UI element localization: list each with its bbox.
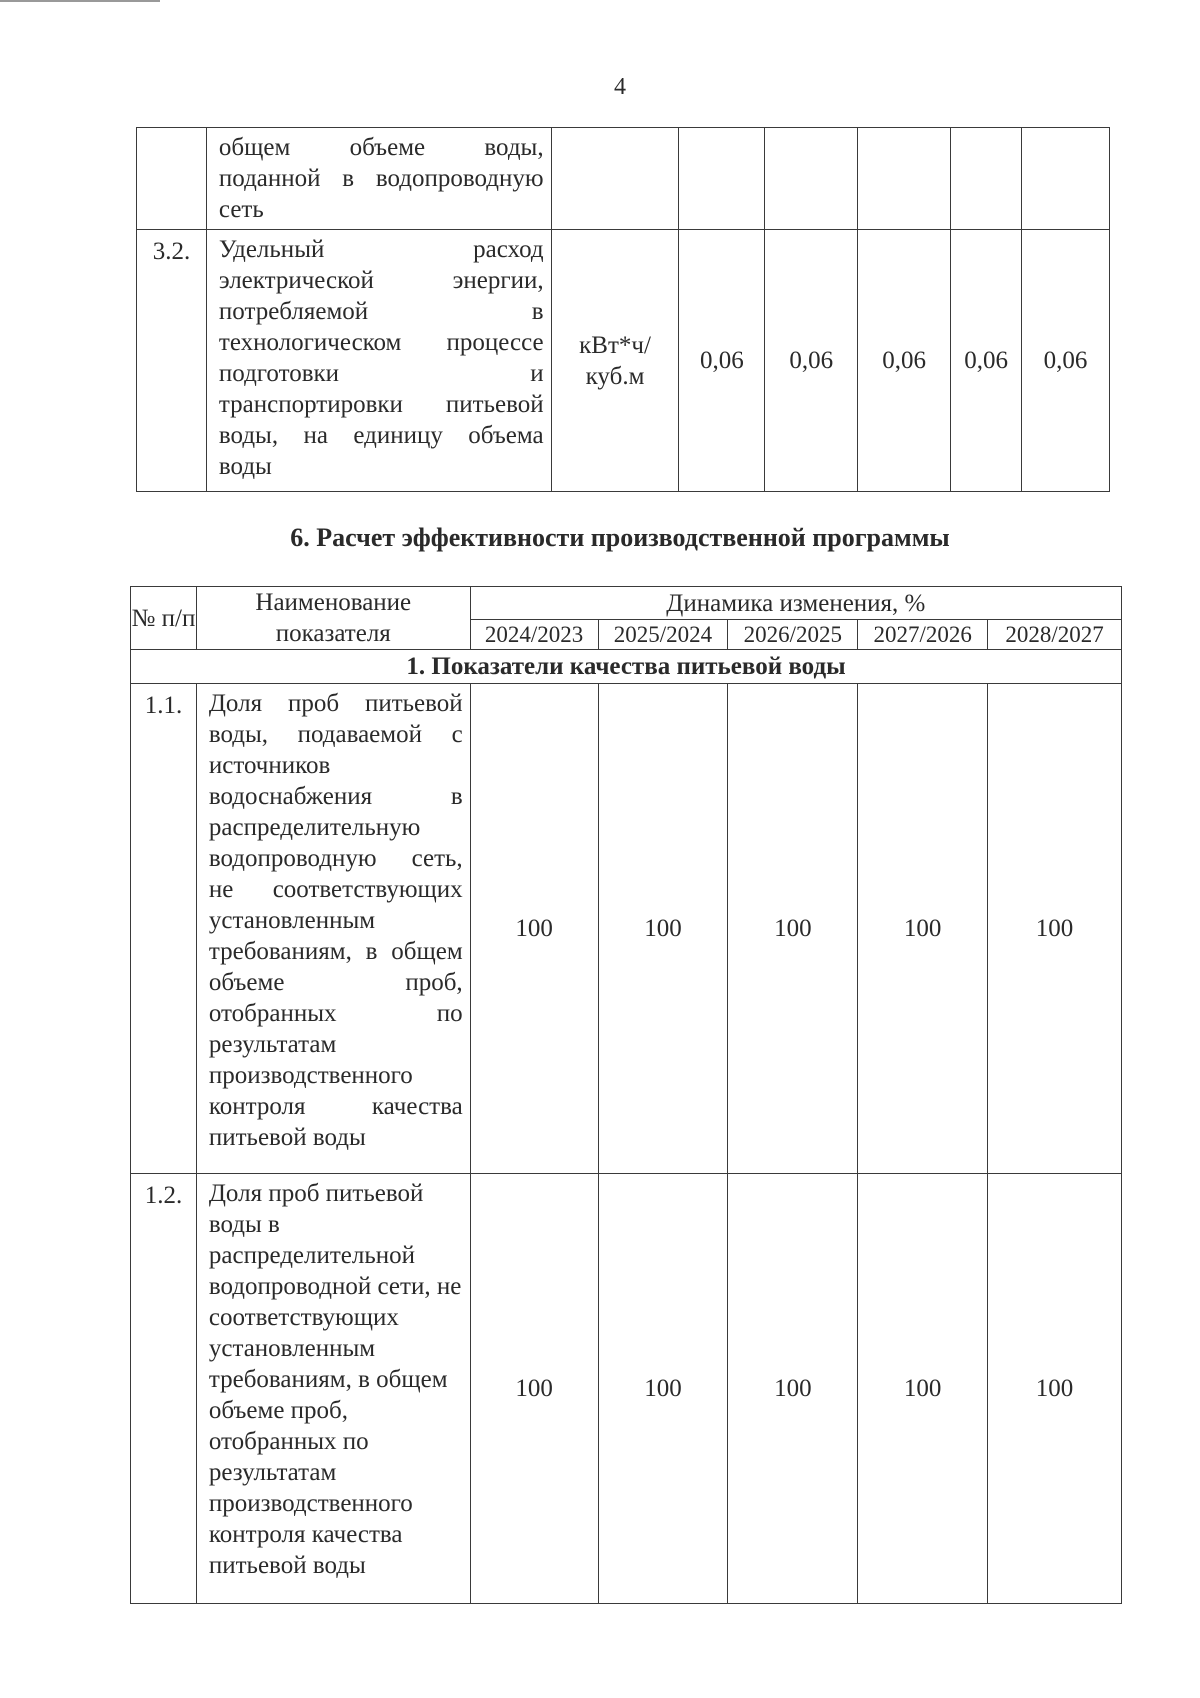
scan-edge-mark — [0, 0, 160, 2]
value-cell — [765, 128, 858, 230]
header-num: № п/п — [131, 587, 197, 650]
value-cell: 100 — [988, 684, 1122, 1174]
group-title: 1. Показатели качества питьевой воды — [131, 650, 1122, 684]
value-cell: 100 — [728, 684, 858, 1174]
table-row — [131, 1174, 1122, 1604]
header-year: 2026/2025 — [728, 620, 858, 650]
value-cell: 100 — [470, 1174, 598, 1604]
row-number — [137, 128, 207, 230]
indicators-table-continued — [136, 127, 1110, 492]
value-cell: 100 — [988, 1174, 1122, 1604]
row-number: 1.1. — [131, 684, 197, 1174]
value-cell: 0,06 — [679, 230, 765, 492]
value-cell — [951, 128, 1022, 230]
value-cell: 0,06 — [765, 230, 858, 492]
value-cell: 0,06 — [951, 230, 1022, 492]
unit-cell — [551, 128, 679, 230]
header-year: 2028/2027 — [988, 620, 1122, 650]
value-cell — [858, 128, 951, 230]
indicator-name: общем объеме воды, поданной в водопроводную сеть — [206, 128, 551, 230]
row-number: 1.2. — [131, 1174, 197, 1604]
group-row — [131, 650, 1122, 684]
value-cell: 100 — [858, 684, 988, 1174]
value-cell: 100 — [598, 684, 728, 1174]
table-header-row — [131, 587, 1122, 620]
page-number: 4 — [614, 74, 626, 100]
value-cell: 100 — [598, 1174, 728, 1604]
value-cell: 100 — [470, 684, 598, 1174]
value-cell: 0,06 — [858, 230, 951, 492]
value-cell: 100 — [728, 1174, 858, 1604]
table-row — [131, 684, 1122, 1174]
row-number: 3.2. — [137, 230, 207, 492]
indicator-name: Удельный расход электрической энергии, потребляемой в технологическом процессе подготовки и транспортировки питьевой воды, на единицу объема воды — [206, 230, 551, 492]
header-name: Наименование показателя — [196, 587, 470, 650]
unit-cell: кВт*ч/ куб.м — [551, 230, 679, 492]
header-year: 2027/2026 — [858, 620, 988, 650]
value-cell: 0,06 — [1022, 230, 1110, 492]
table-row — [137, 128, 1110, 230]
indicator-name: Доля проб питьевой воды в распределительной водопроводной сети, не соответствующих установленным требованиям, в общем объеме проб, отобранных по результатам производственного контроля качества питьевой воды — [196, 1174, 470, 1604]
value-cell — [679, 128, 765, 230]
efficiency-table — [130, 586, 1122, 1604]
header-year: 2024/2023 — [470, 620, 598, 650]
indicator-name: Доля проб питьевой воды, подаваемой с источников водоснабжения в распределительную водопроводную сеть, не соответствующих установленным требованиям, в общем объеме проб, отобранных по результатам производственного контроля качества питьевой воды — [196, 684, 470, 1174]
header-year: 2025/2024 — [598, 620, 728, 650]
value-cell: 100 — [858, 1174, 988, 1604]
value-cell — [1022, 128, 1110, 230]
header-dynamics: Динамика изменения, % — [470, 587, 1121, 620]
table-row — [137, 230, 1110, 492]
section-title: 6. Расчет эффективности производственной программы — [290, 523, 950, 552]
